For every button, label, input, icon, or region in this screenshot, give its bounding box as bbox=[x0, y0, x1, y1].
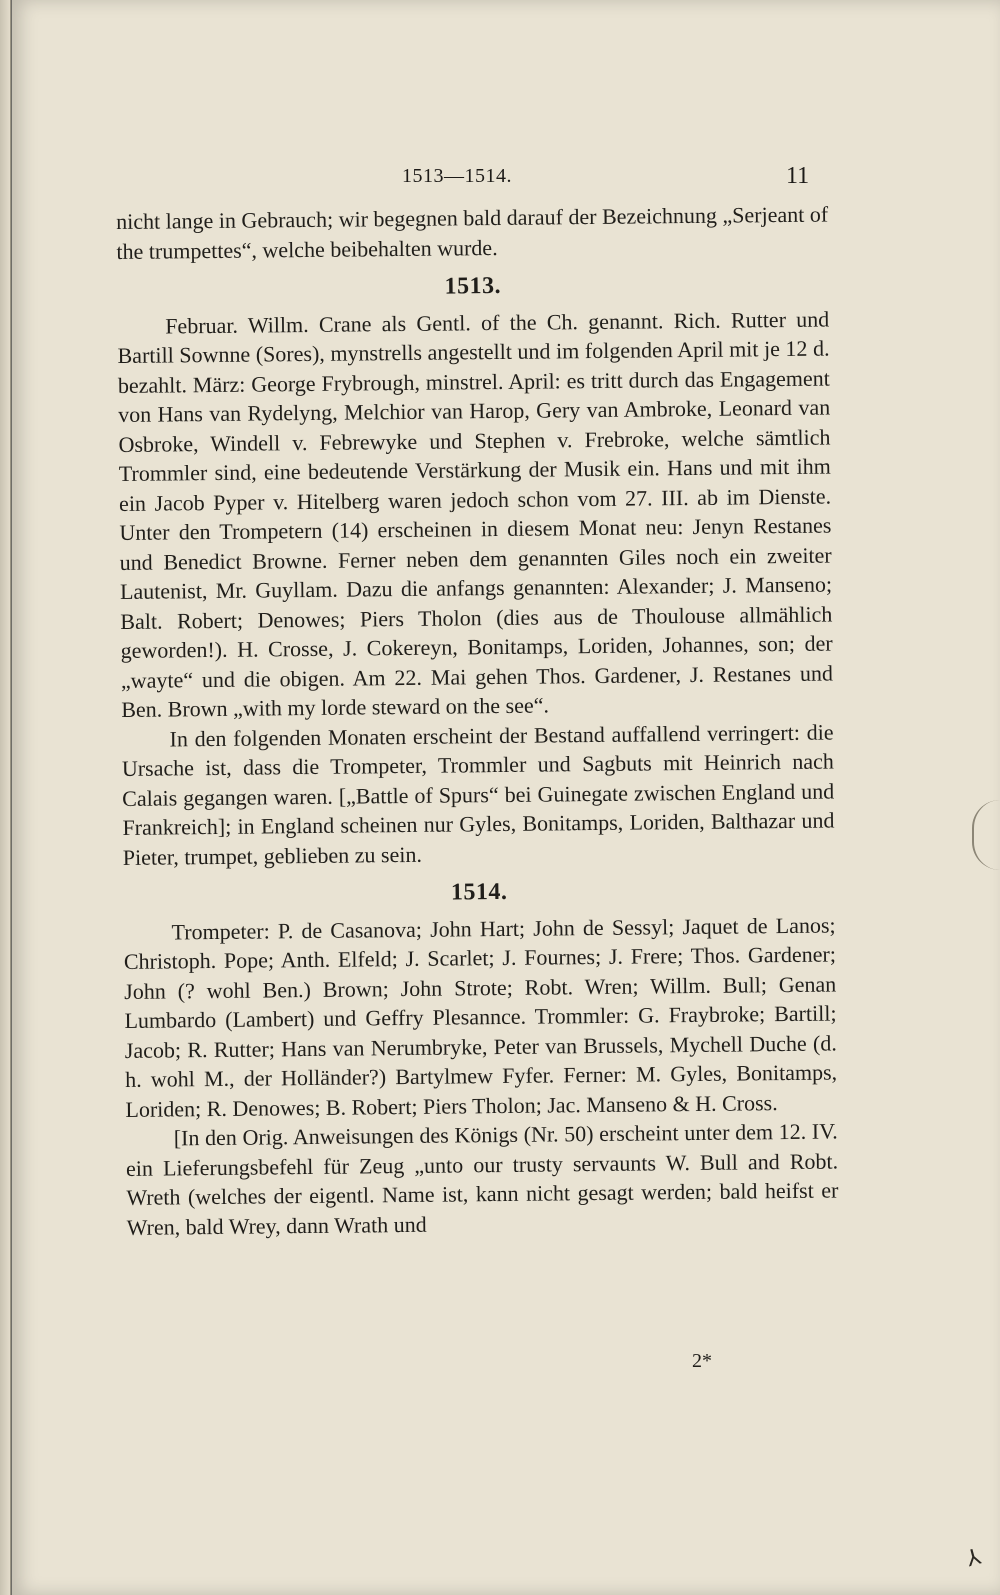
book-page bbox=[12, 0, 1000, 1595]
paragraph-1514-orders: [In den Orig. Anweisungen des Königs (Nr. 50) erscheint unter dem 12. IV. ein Lieferungsbefehl für Zeug „unto our trusty servaunts W. Bull and Robt. Wreth (welches der eigentl. Name ist, kann nicht gesagt werden; bald heifst er Wren, bald Wrey, dann Wrath und bbox=[125, 1118, 839, 1240]
signature-mark: 2* bbox=[692, 1350, 712, 1372]
section-heading-1513: 1513. bbox=[444, 272, 502, 300]
paragraph-continuation: nicht lange in Gebrauch; wir begegnen bald darauf der Bezeichnung „Serjeant of the trumpettes“, welche beibehalten wurde. bbox=[116, 201, 829, 264]
margin-mark bbox=[972, 800, 1000, 870]
paragraph-1513-february: Februar. Willm. Crane als Gentl. of the Ch. genannt. Rich. Rutter und Bartill Sownne (Sores), mynstrells angestellt und im folgenden April mit je 12 d. bezahlt. März: George Frybrough, minstrel. April: es tritt durch das Engagement von Hans van Rydelyng, Melchior van Harop, Gery van Ambroke, Leonard van Osbroke, Windell v. Febrewyke und Stephen v. Frebroke, welche sämtlich Trommler sind, eine bedeutende Verstärkung der Musik ein. Hans und mit ihm ein Jacob Pyper v. Hitelberg waren jedoch schon vom 27. III. ab im Dienste. Unter den Trompetern (14) erscheinen in diesem Monat neu: Jenyn Restanes und Benedict Browne. Ferner neben dem genannten Giles noch ein zweiter Lautenist, Mr. Guyllam. Dazu die anfangs genannten: Alexander; J. Manseno; Balt. Robert; Denowes; Piers Tholon (dies aus de Thoulouse allmählich geworden!). H. Crosse, J. Cokereyn, Bonitamps, Loriden, Johannes, son; der „wayte“ und die obigen. Am 22. Mai gehen Thos. Gardener, J. Restanes und Ben. Brown „with my lorde steward on the see“. bbox=[117, 306, 834, 722]
section-heading-1514: 1514. bbox=[450, 878, 508, 906]
previous-page-edge bbox=[0, 0, 11, 1595]
paragraph-1514-trumpeters: Trompeter: P. de Casanova; John Hart; John de Sessyl; Jaquet de Lanos; Christoph. Pope; Anth. Elfeld; J. Scarlet; J. Fournes; J. Frere; Thos. Gardener; John (? wohl Ben.) Brown; John Strote; Robt. Wren; Willm. Bull; Genan Lumbardo (Lambert) und Geffry Plesannce. Trommler: G. Fraybroke; Bartill; Jacob; R. Rutter; Hans van Nerumbryke, Peter van Brussels, Mychell Duche (d. h. wohl M., der Holländer?) Bartylmew Fyfer. Ferner: M. Gyles, Bonitamps, Loriden; R. Denowes; B. Robert; Piers Tholon; Jac. Manseno & H. Cross. bbox=[123, 912, 838, 1122]
running-head: 1513—1514. bbox=[402, 165, 512, 187]
page-body bbox=[116, 200, 839, 1242]
page-number: 11 bbox=[786, 163, 810, 189]
paragraph-1513-following-months: In den folgenden Monaten erscheint der Bestand auffallend verringert: die Ursache ist, dass die Trompeter, Trommler und Sagbuts mit Heinrich nach Calais gegangen waren. [„Battle of Spurs“ bei Guinegate zwischen England und Frankreich]; in England scheinen nur Gyles, Bonitamps, Loriden, Balthazar und Pieter, trumpet, geblieben zu sein. bbox=[121, 719, 835, 870]
corner-mark: ⅄ bbox=[963, 1543, 984, 1572]
